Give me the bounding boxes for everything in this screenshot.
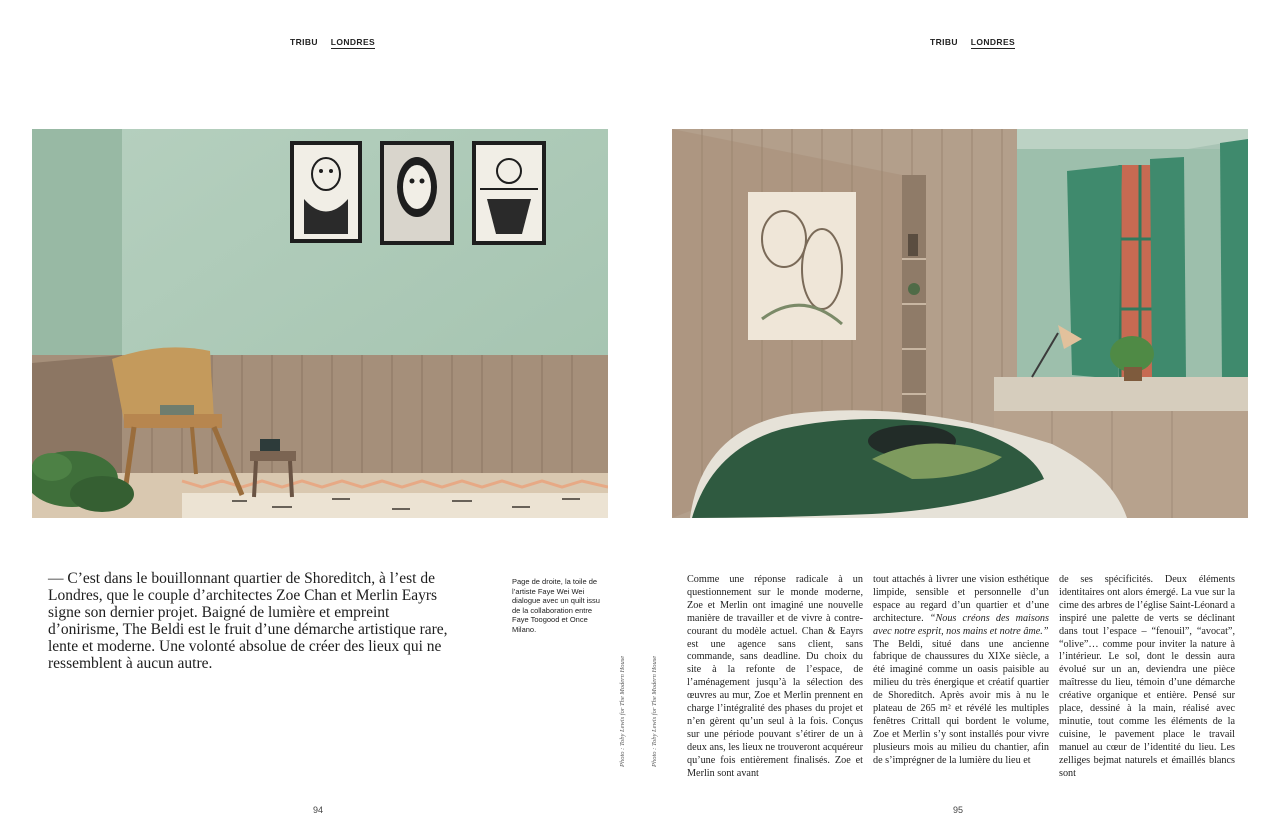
- running-head-left: [290, 37, 385, 49]
- section-label: TRIBU: [290, 37, 318, 47]
- photo-credit: Photo : Toby Lewis for The Modern House: [619, 655, 626, 767]
- lede-paragraph: — C’est dans le bouillonnant quartier de Shoreditch, à l’est de Londres, que le couple d’architectes Zoe Chan et Merlin Eayrs signe son dernier projet. Baigné de lumière et empreint d’onirisme, The Beldi est le fruit d’une démarche artistique rare, lente et moderne. Une volonté absolue de créer des lieux qui ne ressemblent à aucun autre.: [48, 570, 448, 672]
- body-column-3: de ses spécificités. Deux éléments identitaires ont alors émergé. La vue sur la cime des arbres de l’église Saint-Léonard a inspiré une palette de verts se déclinant dans tout l’espace – “fenouil”, “avocat”, “olive”… comme pour inviter la nature à l’intérieur. Le sol, dont le dessin aura évolué sur un an, deviendra une pièce maîtresse du lieu, témoin d’une démarche créative organique et entière. Pensé sur place, dessiné à la main, réalisé avec minutie, tout comme les éléments de la cuisine, le pavement place le travail manuel au cœur de l’identité du lieu. Les zelliges bejmat naturels et émaillés blancs sont: [1059, 574, 1235, 779]
- bedroom-illustration: [672, 129, 1248, 518]
- city-label: LONDRES: [970, 37, 1016, 47]
- quote: “Nous créons des maisons avec notre esprit, nos mains et notre âme.”: [873, 612, 1049, 637]
- page-number-left: 94: [313, 805, 324, 815]
- photo-credit: Photo : Toby Lewis for The Modern House: [651, 655, 658, 767]
- running-head-right: [930, 37, 1025, 49]
- photo-living-room: [32, 129, 608, 518]
- photo-caption: Page de droite, la toile de l’artiste Faye Wei Wei dialogue avec un quilt issu de la collaboration entre Faye Toogood et Once Milano.: [512, 577, 600, 634]
- body-text: The Beldi, situé dans une ancienne fabrique de chaussures du XIXe siècle, a été imaginé comme un oasis paisible au milieu du très énergique et créatif quartier de Shoreditch. Après avoir mis à nu le plateau de 265 m² et révélé les multiples fenêtres Crittall qui bordent le volume, Zoe et Merlin s’y sont installés pour vivre plusieurs mois au milieu du chantier, afin de s’imprégner de la lumière du lieu et: [873, 638, 1049, 766]
- section-label: TRIBU: [930, 37, 958, 47]
- body-text: tout attachés à livrer une vision esthétique limpide, sensible et personnelle d’un espace au regard d’un quartier et d’une architecture.: [873, 574, 1049, 624]
- photo-bedroom: [672, 129, 1248, 518]
- page-number-right: 95: [953, 805, 964, 815]
- body-column-1: Comme une réponse radicale à un questionnement sur le monde moderne, Zoe et Merlin ont imaginé une nouvelle manière de travailler et de vivre à contre-courant du modèle actuel. Chan & Eayrs est une agence sans client, sans commande, sans deadline. Du choix du site à la refonte de l’espace, de l’aménagement jusqu’à la sélection des œuvres au mur, Zoe et Merlin prennent en charge l’intégralité des phases du projet et n’en gèrent qu’un seul à la fois. Conçus sur une période pouvant s’étirer de un à deux ans, les lieux ne trouveront acquéreur qu’une fois entièrement finalisés. Zoe et Merlin sont avant: [687, 574, 863, 779]
- body-column-2: [873, 574, 1049, 768]
- city-label: LONDRES: [330, 37, 376, 47]
- living-room-illustration: [32, 129, 608, 518]
